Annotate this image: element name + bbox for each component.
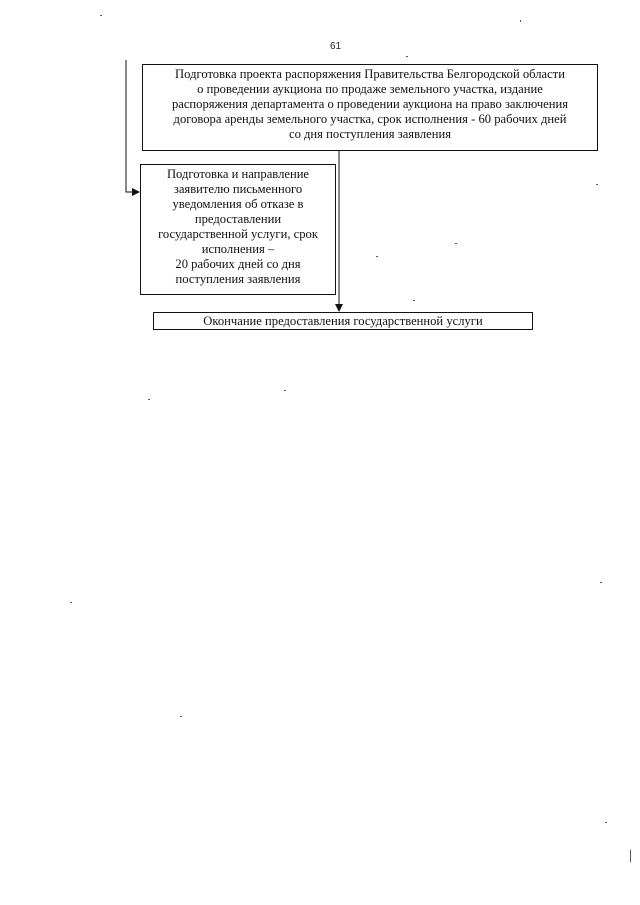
service-end-box [153, 312, 533, 330]
refusal-step-line: Подготовка и направление [166, 167, 310, 181]
refusal-step-line: уведомления об отказе в [172, 197, 304, 211]
scan-speck [180, 716, 182, 717]
scan-speck [455, 243, 457, 244]
scan-speck [70, 602, 72, 603]
scan-speck [630, 850, 631, 862]
scan-speck [376, 256, 378, 257]
scan-speck [413, 300, 415, 301]
auction-step-line: Подготовка проекта распоряжения Правительства Белгородской области [175, 67, 565, 81]
scan-speck [520, 20, 521, 22]
end-step-label: Окончание предоставления государственной услуги [203, 314, 483, 328]
scan-speck [596, 184, 598, 185]
refusal-notice-box [140, 164, 336, 295]
scan-speck [148, 399, 150, 400]
auction-preparation-box [142, 64, 598, 151]
refusal-step-line: государственной услуги, срок [158, 227, 318, 241]
auction-step-line: договора аренды земельного участка, срок исполнения - 60 рабочих дней [173, 112, 567, 126]
auction-step-line: о проведении аукциона по продаже земельного участка, издание [197, 82, 543, 96]
scan-speck [605, 822, 607, 823]
refusal-step-line: поступления заявления [175, 272, 301, 286]
connector-to-refusal [126, 60, 139, 192]
scan-speck [100, 15, 102, 16]
page-number: 61 [330, 41, 342, 52]
refusal-step-line: 20 рабочих дней со дня [175, 257, 301, 271]
refusal-step-line: заявителю письменного [173, 182, 303, 196]
scan-speck [406, 56, 408, 57]
scan-speck [600, 582, 602, 583]
auction-step-line: распоряжения департамента о проведении аукциона на право заключения [171, 97, 569, 111]
auction-step-line: со дня поступления заявления [288, 127, 451, 141]
scan-speck [284, 390, 286, 391]
refusal-step-line: предоставлении [194, 212, 282, 226]
refusal-step-line: исполнения – [201, 242, 275, 256]
